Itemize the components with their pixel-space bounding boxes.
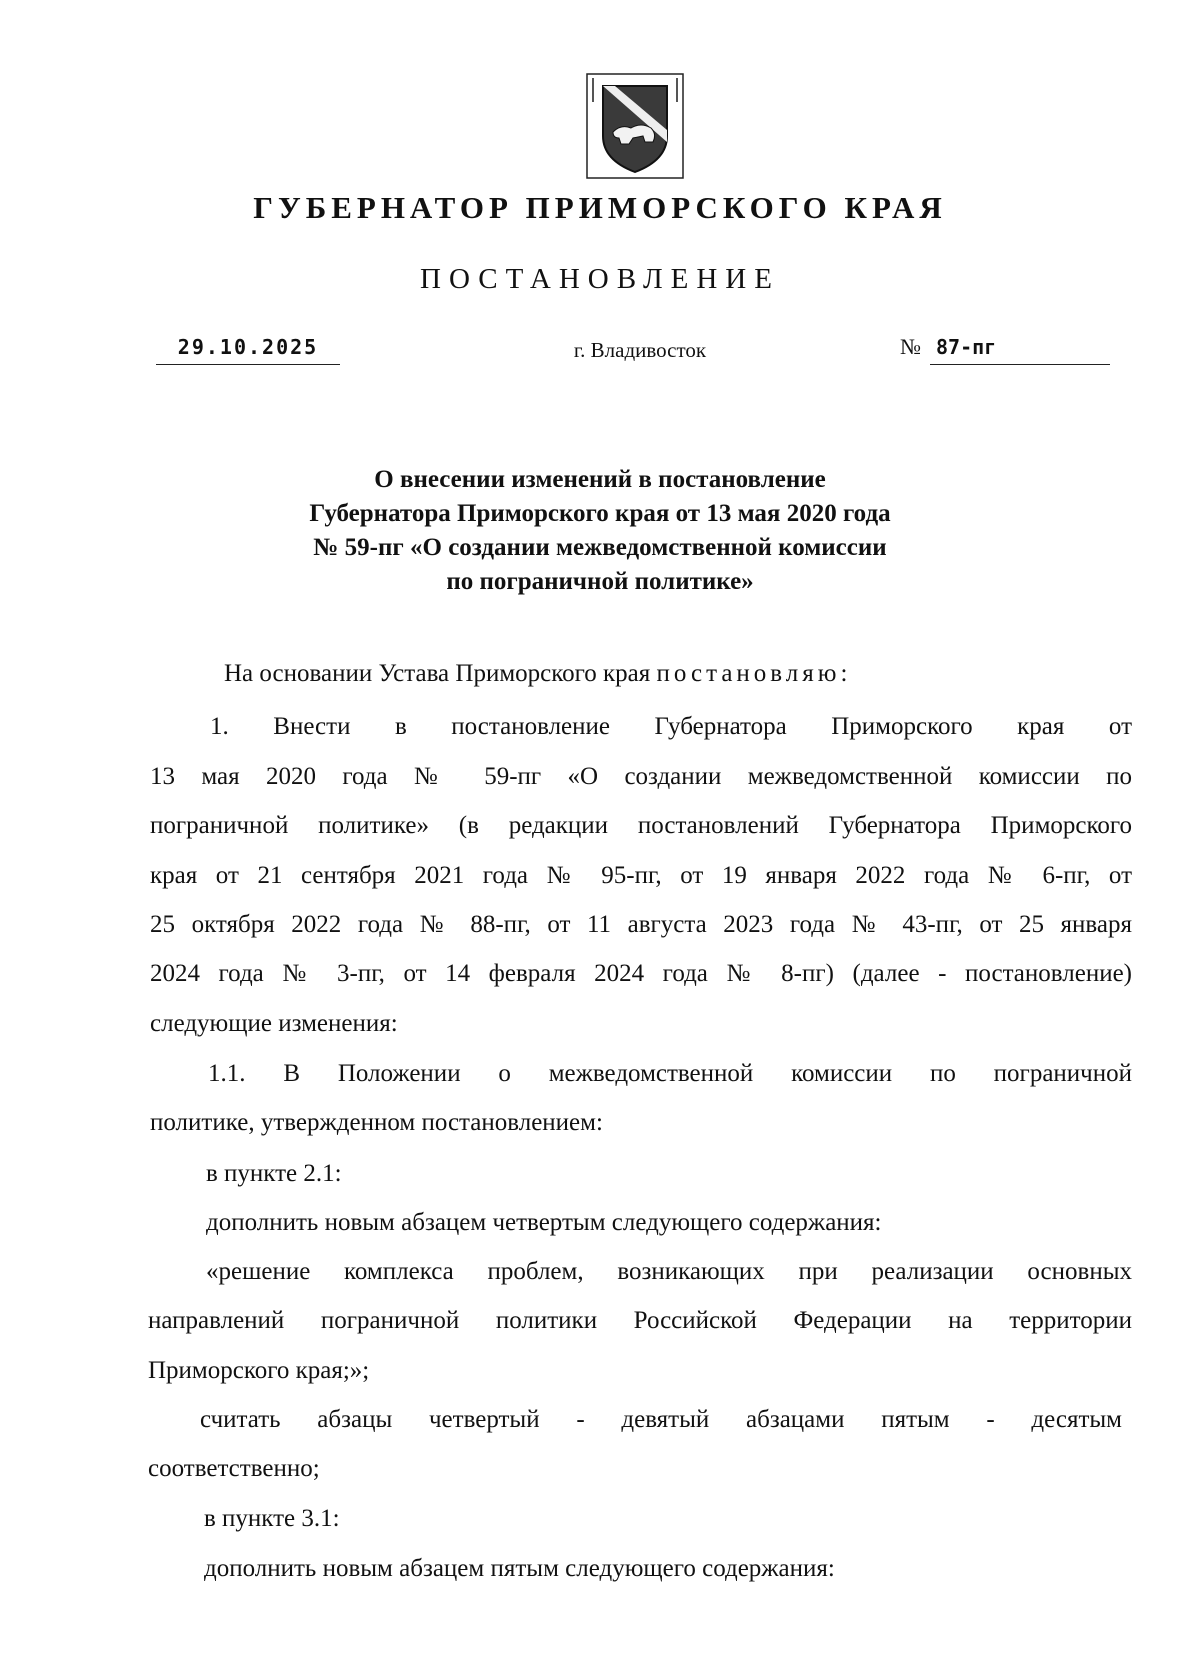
number-underline [930, 364, 1110, 365]
document-city: г. Владивосток [573, 338, 707, 362]
coat-of-arms-icon [585, 72, 685, 180]
intro-prefix: На основании Устава Приморского края [224, 660, 657, 687]
paragraph-line: края от 21 сентября 2021 года № 95-пг, от 19 января 2022 года № 6-пг, от [150, 862, 1132, 889]
paragraph-line: 13 мая 2020 года № 59-пг «О создании межведомственной комиссии по [150, 763, 1132, 790]
paragraph-line: в пункте 2.1: [206, 1160, 342, 1187]
paragraph-line: 25 октября 2022 года № 88-пг, от 11 августа 2023 года № 43-пг, от 25 января [150, 911, 1132, 938]
document-number: 87-пг [936, 335, 997, 359]
subject-line: по пограничной политике» [446, 568, 754, 595]
document-subject [0, 463, 1200, 599]
subject-line: № 59-пг «О создании межведомственной комиссии [313, 534, 887, 561]
intro-suffix: : [840, 660, 848, 687]
paragraph-line: пограничной политике» (в редакции постановлений Губернатора Приморского [150, 812, 1132, 839]
intro-paragraph [224, 660, 847, 688]
paragraph-line: дополнить новым абзацем пятым следующего содержания: [204, 1555, 835, 1582]
authority-title: ГУБЕРНАТОР ПРИМОРСКОГО КРАЯ [253, 190, 947, 225]
date-underline [156, 364, 340, 365]
document-date: 29.10.2025 [177, 335, 319, 359]
number-label: № [900, 334, 921, 359]
paragraph-line: считать абзацы четвертый - девятый абзацами пятым - десятым [200, 1406, 1122, 1433]
intro-spaced-word: постановляю [656, 660, 841, 687]
document-type: ПОСТАНОВЛЕНИЕ [420, 263, 780, 295]
paragraph-line: Приморского края;»; [148, 1357, 370, 1384]
paragraph-line: направлений пограничной политики Российской Федерации на территории [148, 1307, 1132, 1334]
paragraph-line: соответственно; [148, 1455, 320, 1482]
paragraph-line: в пункте 3.1: [204, 1505, 340, 1532]
paragraph-line: «решение комплекса проблем, возникающих при реализации основных [206, 1258, 1132, 1285]
paragraph-line: 1.1. В Положении о межведомственной комиссии по пограничной [208, 1060, 1132, 1087]
paragraph-line: следующие изменения: [150, 1010, 398, 1037]
paragraph-line: 1. Внести в постановление Губернатора Приморского края от [210, 713, 1132, 740]
paragraph-line: дополнить новым абзацем четвертым следующего содержания: [206, 1209, 882, 1236]
subject-line: Губернатора Приморского края от 13 мая 2020 года [309, 500, 891, 527]
paragraph-line: политике, утвержденном постановлением: [150, 1109, 603, 1136]
paragraph-line: 2024 года № 3-пг, от 14 февраля 2024 года № 8-пг) (далее - постановление) [150, 960, 1132, 987]
subject-line: О внесении изменений в постановление [374, 466, 826, 493]
